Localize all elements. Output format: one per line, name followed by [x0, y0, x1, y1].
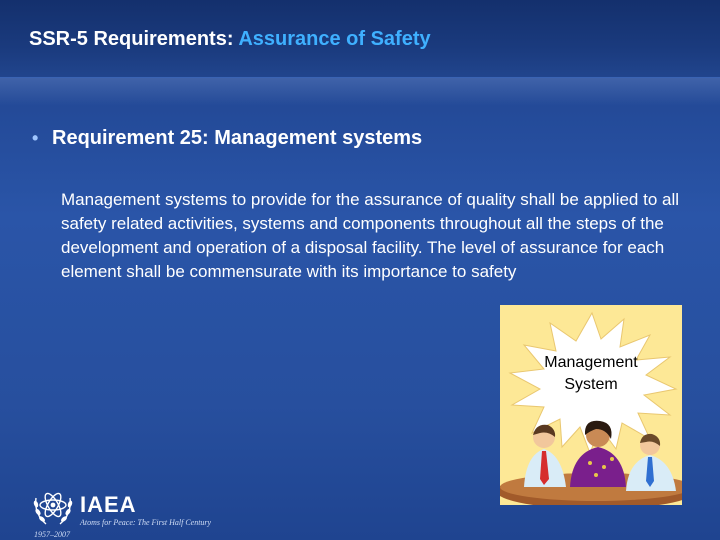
- title-accent: Assurance of Safety: [238, 28, 431, 50]
- person-left: [524, 425, 566, 487]
- burst-label: [500, 352, 682, 396]
- logo-name: IAEA: [80, 492, 137, 517]
- bullet-dot-icon: •: [32, 128, 39, 148]
- meeting-clipart-icon: [500, 305, 682, 505]
- management-system-illustration: [500, 305, 682, 505]
- burst-label-line-2: System: [564, 376, 618, 393]
- slide-header: [0, 0, 720, 78]
- logo-tagline: Atoms for Peace: The First Half Century: [80, 518, 212, 527]
- burst-label-line-1: Management: [544, 354, 638, 371]
- body-paragraph: Management systems to provide for the assurance of quality shall be applied to all safety related activities, systems and components throughout all the steps of the development and operation of a disposal facility. The level of assurance for each element shall be commensurate with its importance to safety: [61, 190, 680, 281]
- title-prefix: SSR-5 Requirements:: [29, 28, 234, 50]
- bullet-text: Requirement 25: Management systems: [52, 127, 423, 149]
- logo-years: 1957–2007: [34, 530, 70, 539]
- slide-title: [29, 28, 431, 51]
- header-sheen: [0, 78, 720, 106]
- iaea-logo: [30, 484, 230, 540]
- atom-olive-wreath-icon: [30, 484, 76, 530]
- person-right: [626, 434, 676, 491]
- bullet-item: [32, 127, 422, 150]
